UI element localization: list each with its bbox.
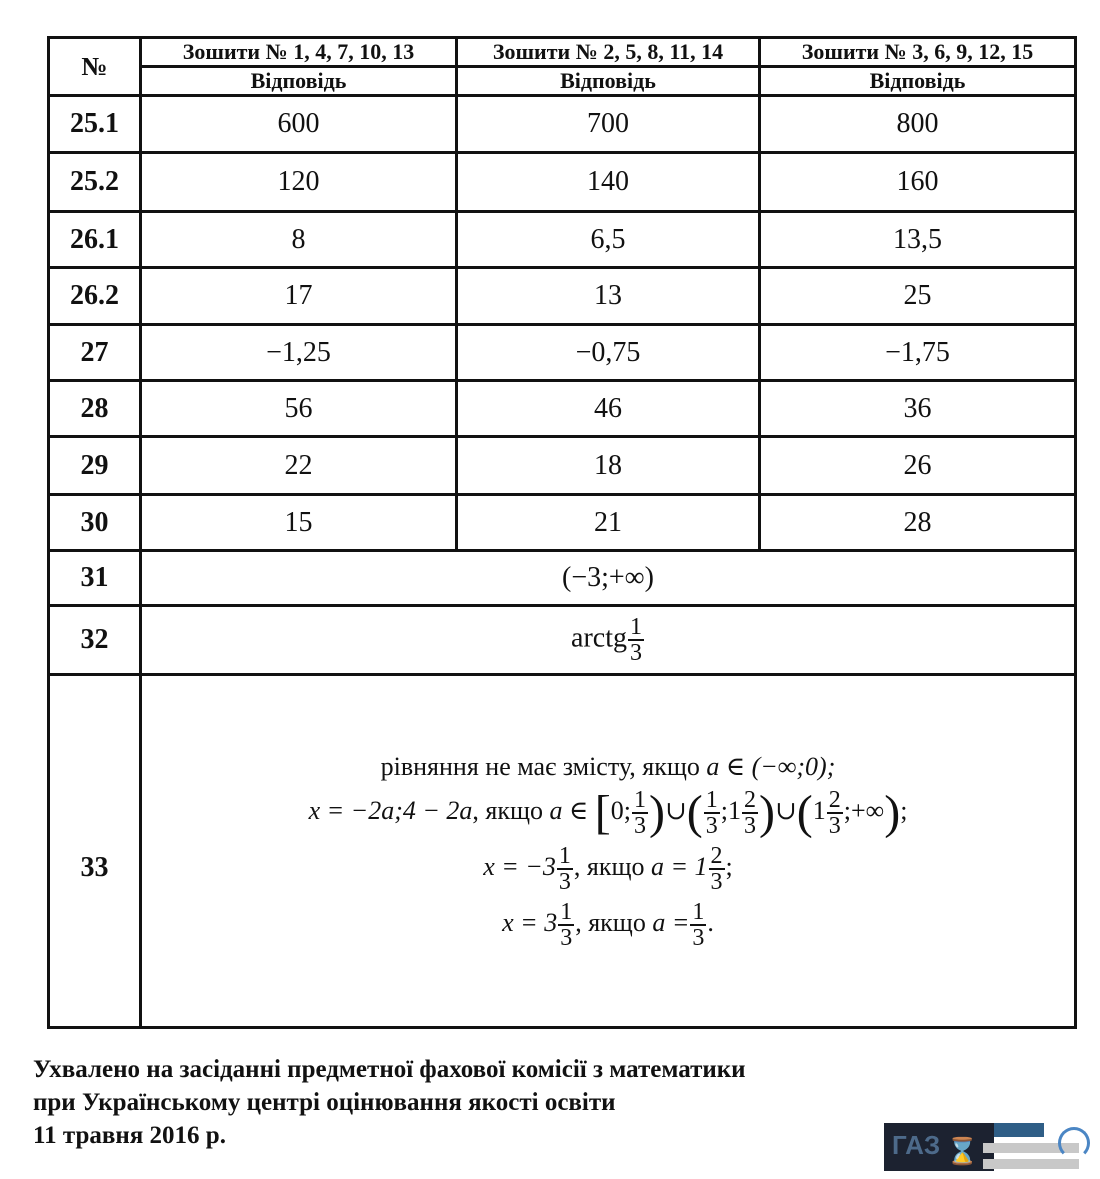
task-number: 30 xyxy=(49,495,141,551)
answer-line-4: x = 3 $\frac{1}{3}$ , якщо a = $\frac{1}{3}$ . xyxy=(502,899,714,951)
hourglass-icon: ⌛ xyxy=(946,1137,979,1167)
approval-line-2: при Українському центрі оцінювання якості освіти xyxy=(33,1089,616,1116)
logo-accent-bar xyxy=(994,1123,1044,1137)
column-header-3: Зошити № 3, 6, 9, 12, 15 xyxy=(760,38,1076,67)
approval-line-1: Ухвалено на засіданні предметної фахової комісії з математики xyxy=(33,1056,746,1083)
answer-cell: 13,5 xyxy=(760,212,1076,268)
column-header-2: Зошити № 2, 5, 8, 11, 14 xyxy=(457,38,760,67)
answer-line-3: x = −3 $\frac{1}{3}$ , якщо a = 1 $\frac{2}{3}$ ; xyxy=(483,843,733,895)
task-number: 25.2 xyxy=(49,153,141,212)
task-number: 32 xyxy=(49,606,141,675)
table-row xyxy=(49,437,1076,495)
answers-table xyxy=(47,36,1077,1029)
answer-text: , якщо xyxy=(573,851,645,881)
table-row xyxy=(49,212,1076,268)
answer-cell: 36 xyxy=(760,381,1076,437)
answer-text: , якщо xyxy=(472,795,544,825)
table-row-33 xyxy=(49,675,1076,1028)
answer-cell: 140 xyxy=(457,153,760,212)
task-number: 28 xyxy=(49,381,141,437)
answer-cell: 56 xyxy=(141,381,457,437)
task-number: 26.1 xyxy=(49,212,141,268)
answer-cell: 800 xyxy=(760,96,1076,153)
math-expression: a = xyxy=(652,907,690,937)
table-row xyxy=(49,96,1076,153)
fraction xyxy=(628,615,644,665)
logo-text: ГАЗ xyxy=(892,1130,941,1160)
task-number: 31 xyxy=(49,551,141,606)
answer-text: , якщо xyxy=(575,907,646,937)
arctg-function: arctg xyxy=(571,622,627,654)
table-row xyxy=(49,495,1076,551)
answer-cell-merged xyxy=(141,606,1076,675)
table-row-31 xyxy=(49,551,1076,606)
table-header-row xyxy=(49,38,1076,67)
answer-cell: 6,5 xyxy=(457,212,760,268)
task-number: 33 xyxy=(49,675,141,1028)
answer-cell: 600 xyxy=(141,96,457,153)
table-row xyxy=(49,381,1076,437)
answer-line-2: x = −2a;4 − 2a, якщо a ∈ [0; $\frac{1}{3}$ )∪( $\frac{1}{3}$ ;1 $\frac{2}{3}$ )∪(1 $\frac{2}{3}$ ;+∞); xyxy=(308,786,908,839)
answer-cell: 21 xyxy=(457,495,760,551)
answer-cell: 700 xyxy=(457,96,760,153)
fraction-numerator: 1 xyxy=(629,614,642,640)
answer-cell: 26 xyxy=(760,437,1076,495)
answer-cell: −1,75 xyxy=(760,325,1076,381)
column-header-1: Зошити № 1, 4, 7, 10, 13 xyxy=(141,38,457,67)
answer-cell: 46 xyxy=(457,381,760,437)
column-subheader-1: Відповідь xyxy=(141,67,457,96)
answer-cell-merged: (−3;+∞) xyxy=(141,551,1076,606)
answer-cell: 160 xyxy=(760,153,1076,212)
answer-cell: 22 xyxy=(141,437,457,495)
answer-cell: 25 xyxy=(760,268,1076,325)
answer-cell: 120 xyxy=(141,153,457,212)
task-number: 26.2 xyxy=(49,268,141,325)
answer-cell: 15 xyxy=(141,495,457,551)
fraction-denominator: 3 xyxy=(629,640,642,666)
table-row-32 xyxy=(49,606,1076,675)
table-row xyxy=(49,325,1076,381)
task-number: 29 xyxy=(49,437,141,495)
answer-cell: 17 xyxy=(141,268,457,325)
answer-text: рівняння не має змісту, якщо xyxy=(380,752,700,781)
table-row xyxy=(49,268,1076,325)
task-number: 27 xyxy=(49,325,141,381)
answer-cell: 8 xyxy=(141,212,457,268)
table-subheader-row xyxy=(49,67,1076,96)
table-row xyxy=(49,153,1076,212)
placeholder-bar xyxy=(983,1159,1079,1169)
answer-cell: 13 xyxy=(457,268,760,325)
column-subheader-2: Відповідь xyxy=(457,67,760,96)
math-expression: a = 1 xyxy=(650,851,708,881)
answer-cell: 18 xyxy=(457,437,760,495)
answer-line-1 xyxy=(142,752,1074,782)
answer-cell-merged xyxy=(141,675,1076,1028)
answer-cell: −0,75 xyxy=(457,325,760,381)
math-expression: x = −2a;4 − 2a xyxy=(308,795,473,825)
approval-date: 11 травня 2016 р. xyxy=(33,1122,226,1149)
column-subheader-3: Відповідь xyxy=(760,67,1076,96)
answer-cell: 28 xyxy=(760,495,1076,551)
globe-icon xyxy=(1058,1127,1090,1159)
answer-cell: −1,25 xyxy=(141,325,457,381)
number-column-header: № xyxy=(49,38,141,96)
math-expression: x = −3 xyxy=(483,851,556,881)
math-expression: a ∈ (−∞;0); xyxy=(706,752,836,781)
task-number: 25.1 xyxy=(49,96,141,153)
math-expression: x = 3 xyxy=(502,907,558,937)
approval-note xyxy=(33,1053,746,1152)
